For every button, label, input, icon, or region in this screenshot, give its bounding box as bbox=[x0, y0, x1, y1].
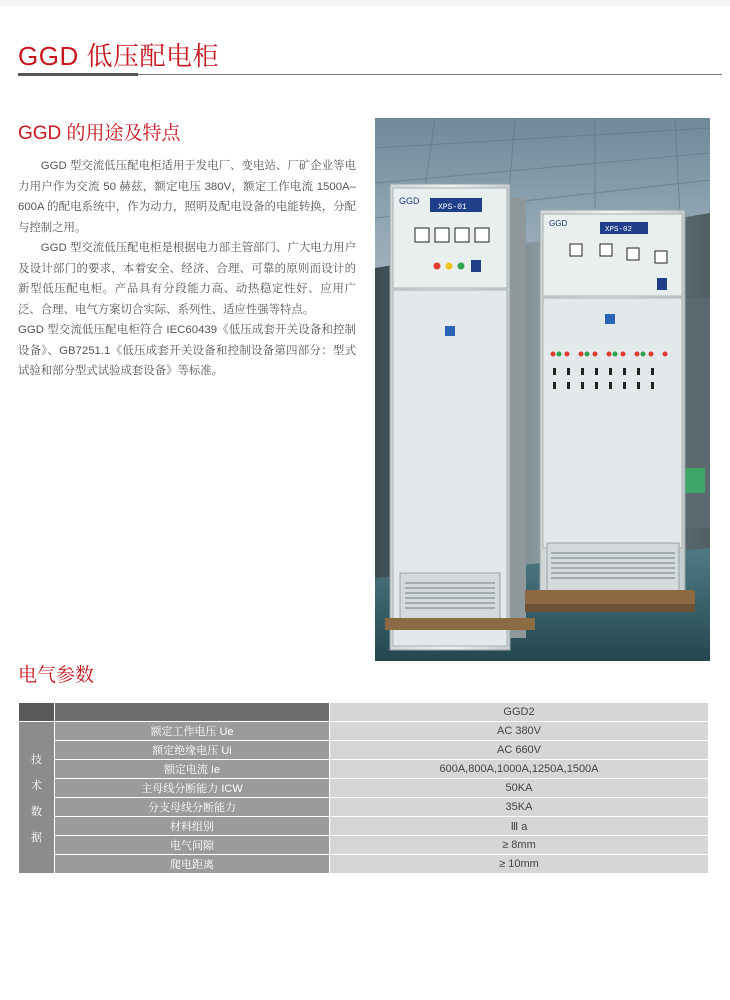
table-header-row bbox=[19, 703, 709, 722]
side-label-char: 术 bbox=[31, 779, 42, 792]
table-header-label bbox=[55, 703, 330, 722]
param-label: 额定工作电压 Ue bbox=[55, 722, 330, 741]
param-label: 爬电距离 bbox=[55, 855, 330, 874]
side-label-cell bbox=[19, 722, 55, 874]
param-value: Ⅲ a bbox=[330, 817, 709, 836]
table-row bbox=[19, 760, 709, 779]
param-value: ≥ 8mm bbox=[330, 836, 709, 855]
side-label-char: 技 bbox=[31, 753, 42, 766]
product-photo bbox=[375, 118, 710, 661]
param-label: 额定电流 Ie bbox=[55, 760, 330, 779]
features-text bbox=[18, 156, 356, 382]
cabinet-right-code: XPS-02 bbox=[605, 226, 633, 234]
features-paragraph: GGD 型交流低压配电柜是根据电力部主管部门、广大电力用户及设计部门的要求，本着安全、经济、合理、可靠的原则而设计的新型低压配电柜。产品具有分段能力高、动热稳定性好、应用广泛、合理、电气方案切合实际、系列性、适应性强等特点。 bbox=[18, 242, 356, 316]
param-label: 电气间隙 bbox=[55, 836, 330, 855]
param-label: 额定绝缘电压 Ui bbox=[55, 741, 330, 760]
top-strip bbox=[0, 0, 730, 6]
table-row bbox=[19, 855, 709, 874]
param-value: 50KA bbox=[330, 779, 709, 798]
params-heading: 电气参数 bbox=[18, 665, 95, 686]
table-row bbox=[19, 779, 709, 798]
param-value: ≥ 10mm bbox=[330, 855, 709, 874]
features-paragraph: GGD 型交流低压配电柜适用于发电厂、变电站、厂矿企业等电力用户作为交流 50 赫兹，额定电压 380V，额定工作电流 1500A–600A 的配电系统中，作为动力，照明及配电设备的电能转换，分配与控制之用。 bbox=[18, 160, 356, 234]
features-heading: GGD 的用途及特点 bbox=[18, 123, 181, 144]
param-value: 35KA bbox=[330, 798, 709, 817]
cabinet-right-brand: GGD bbox=[549, 219, 568, 228]
table-row bbox=[19, 817, 709, 836]
page-title: GGD 低压配电柜 bbox=[18, 41, 219, 71]
param-label: 材料组别 bbox=[55, 817, 330, 836]
table-row bbox=[19, 722, 709, 741]
param-label: 分支母线分断能力 bbox=[55, 798, 330, 817]
table-row bbox=[19, 798, 709, 817]
params-table bbox=[18, 702, 709, 874]
table-header-value: GGD2 bbox=[330, 703, 709, 722]
side-label-char: 据 bbox=[31, 831, 42, 844]
param-value: AC 660V bbox=[330, 741, 709, 760]
param-value: AC 380V bbox=[330, 722, 709, 741]
table-corner-cell bbox=[19, 703, 55, 722]
cabinet-left-brand: GGD bbox=[399, 196, 420, 206]
title-divider bbox=[18, 74, 722, 75]
cabinet-left-code: XPS-01 bbox=[438, 203, 467, 212]
param-label: 主母线分断能力 ICW bbox=[55, 779, 330, 798]
table-row bbox=[19, 836, 709, 855]
side-label-char: 数 bbox=[31, 805, 42, 818]
param-value: 600A,800A,1000A,1250A,1500A bbox=[330, 760, 709, 779]
features-paragraph: GGD 型交流低压配电柜符合 IEC60439《低压成套开关设备和控制设备》、GB7251.1《低压成套开关设备和控制设备第四部分：型式试验和部分型式试验成套设备》等标准。 bbox=[18, 324, 356, 377]
table-row bbox=[19, 741, 709, 760]
